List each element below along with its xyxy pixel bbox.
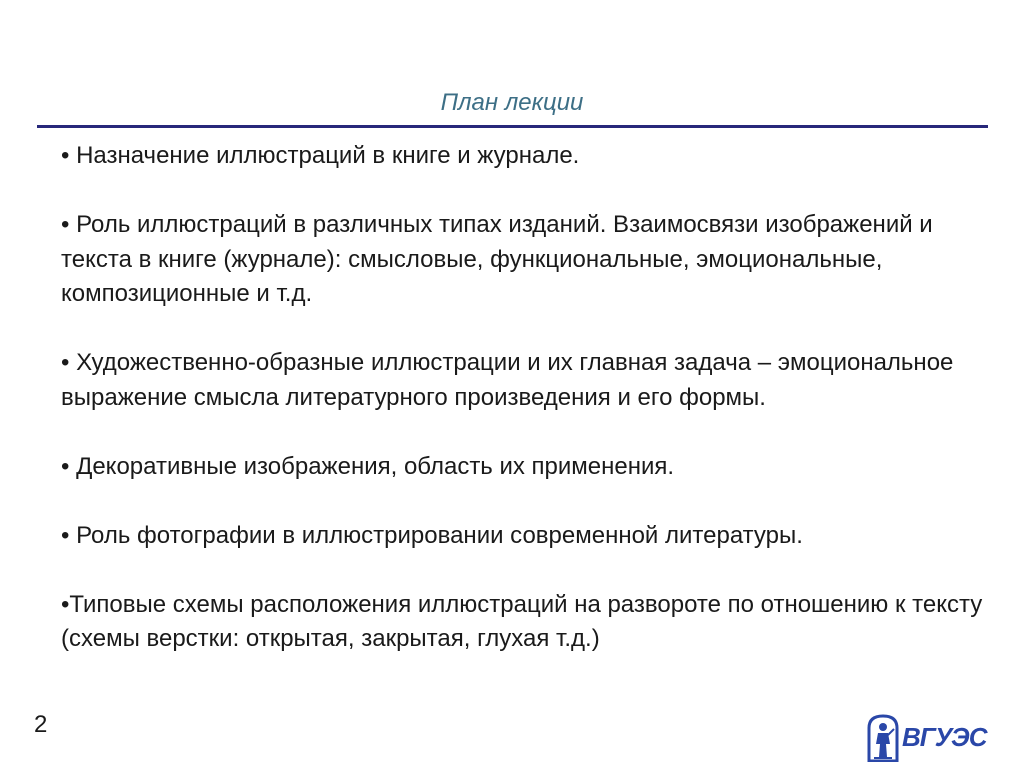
list-item: • Роль иллюстраций в различных типах изданий. Взаимосвязи изображений и текста в книге (журнале): смысловые, функциональные, эмоциональные, композиционные и т.д. — [61, 211, 933, 307]
logo-text: ВГУЭС — [902, 722, 987, 752]
university-emblem-icon — [866, 714, 900, 762]
list-item: • Художественно-образные иллюстрации и их главная задача – эмоциональное выражение смысла литературного произведения и его формы. — [61, 349, 954, 411]
list-item: • Декоративные изображения, область их применения. — [61, 452, 675, 480]
list-item: • Назначение иллюстраций в книге и журнале. — [61, 142, 580, 169]
lecture-plan-list — [61, 139, 991, 657]
university-logo — [866, 714, 988, 762]
slide-title: План лекции — [440, 89, 584, 116]
list-item: •Типовые схемы расположения иллюстраций на развороте по отношению к тексту (схемы верстки: открытая, закрытая, глухая т.д.) — [61, 590, 983, 652]
page-number: 2 — [34, 711, 48, 738]
list-item: • Роль фотографии в иллюстрировании современной литературы. — [61, 521, 803, 549]
title-divider — [37, 125, 988, 128]
